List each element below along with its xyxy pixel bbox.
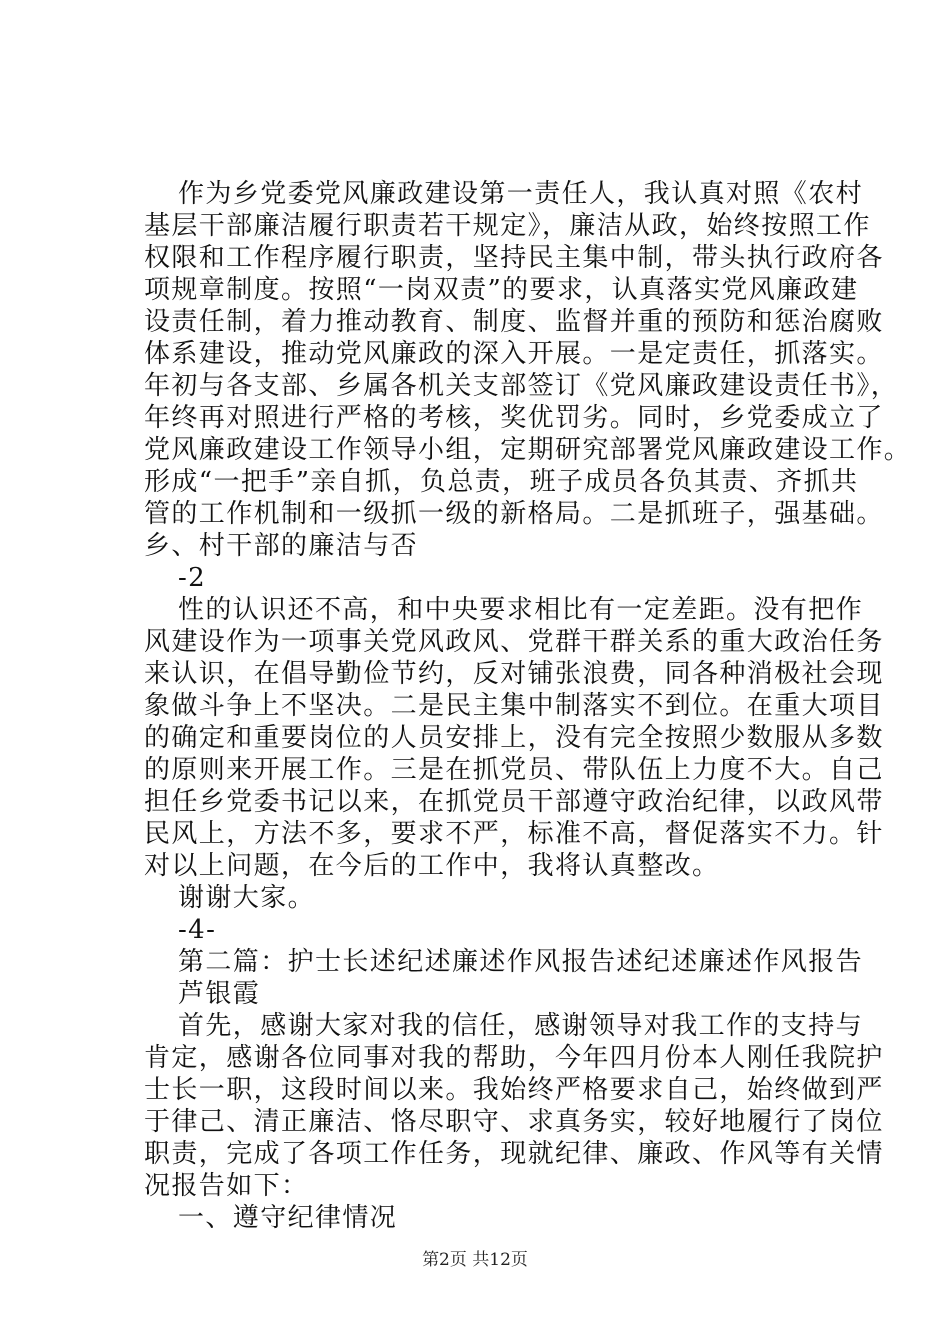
paragraph-line: 职责，完成了各项工作任务，现就纪律、廉政、作风等有关情 bbox=[144, 1139, 884, 1169]
paragraph-line: 项规章制度。按照“一岗双责”的要求，认真落实党风廉政建 bbox=[144, 275, 859, 305]
section-heading: 第二篇：护士长述纪述廉述作风报告述纪述廉述作风报告 bbox=[178, 947, 864, 977]
paragraph-line: 象做斗争上不坚决。二是民主集中制落实不到位。在重大项目 bbox=[144, 691, 884, 721]
page-marker: -2 bbox=[178, 563, 207, 593]
paragraph-line: 党风廉政建设工作领导小组，定期研究部署党风廉政建设工作。 bbox=[144, 435, 912, 465]
paragraph-line: 性的认识还不高，和中央要求相比有一定差距。没有把作 bbox=[178, 595, 864, 625]
paragraph-line: 年终再对照进行严格的考核，奖优罚劣。同时，乡党委成立了 bbox=[144, 403, 884, 433]
paragraph-line: 对以上问题，在今后的工作中，我将认真整改。 bbox=[144, 851, 720, 881]
paragraph-line: 来认识，在倡导勤俭节约，反对铺张浪费，同各种消极社会现 bbox=[144, 659, 884, 689]
paragraph-line: 形成“一把手”亲自抓，负总责，班子成员各负其责、齐抓共 bbox=[144, 467, 859, 497]
paragraph-line: 的确定和重要岗位的人员安排上，没有完全按照少数服从多数 bbox=[144, 723, 884, 753]
paragraph-line: 体系建设，推动党风廉政的深入开展。一是定责任，抓落实。 bbox=[144, 339, 884, 369]
paragraph-line: 肯定，感谢各位同事对我的帮助，今年四月份本人刚任我院护 bbox=[144, 1043, 884, 1073]
page-marker: -4- bbox=[178, 915, 217, 945]
subsection-heading: 一、遵守纪律情况 bbox=[178, 1203, 398, 1233]
paragraph-line: 于律己、清正廉洁、恪尽职守、求真务实，较好地履行了岗位 bbox=[144, 1107, 884, 1137]
paragraph-line: 士长一职，这段时间以来。我始终严格要求自己，始终做到严 bbox=[144, 1075, 884, 1105]
page-footer: 第2页 共12页 bbox=[422, 1250, 528, 1270]
paragraph-line: 作为乡党委党风廉政建设第一责任人，我认真对照《农村 bbox=[178, 179, 864, 209]
paragraph-line: 担任乡党委书记以来，在抓党员干部遵守政治纪律，以政风带 bbox=[144, 787, 884, 817]
paragraph-line: 设责任制，着力推动教育、制度、监督并重的预防和惩治腐败 bbox=[144, 307, 884, 337]
paragraph-line: 首先，感谢大家对我的信任，感谢领导对我工作的支持与 bbox=[178, 1011, 864, 1041]
paragraph-line: 的原则来开展工作。三是在抓党员、带队伍上力度不大。自己 bbox=[144, 755, 884, 785]
author-name: 芦银霞 bbox=[178, 979, 261, 1009]
paragraph-line: 年初与各支部、乡属各机关支部签订《党风廉政建设责任书》， bbox=[144, 371, 899, 401]
paragraph-line: 民风上，方法不多，要求不严，标准不高，督促落实不力。针 bbox=[144, 819, 884, 849]
paragraph-line: 基层干部廉洁履行职责若干规定》，廉洁从政，始终按照工作 bbox=[144, 211, 871, 241]
paragraph-line: 风建设作为一项事关党风政风、党群干群关系的重大政治任务 bbox=[144, 627, 884, 657]
paragraph-line: 况报告如下： bbox=[144, 1171, 309, 1201]
paragraph-line: 权限和工作程序履行职责，坚持民主集中制，带头执行政府各 bbox=[144, 243, 884, 273]
paragraph-line: 乡、村干部的廉洁与否 bbox=[144, 531, 419, 561]
paragraph-line: 管的工作机制和一级抓一级的新格局。二是抓班子，强基础。 bbox=[144, 499, 884, 529]
paragraph-line: 谢谢大家。 bbox=[178, 883, 316, 913]
